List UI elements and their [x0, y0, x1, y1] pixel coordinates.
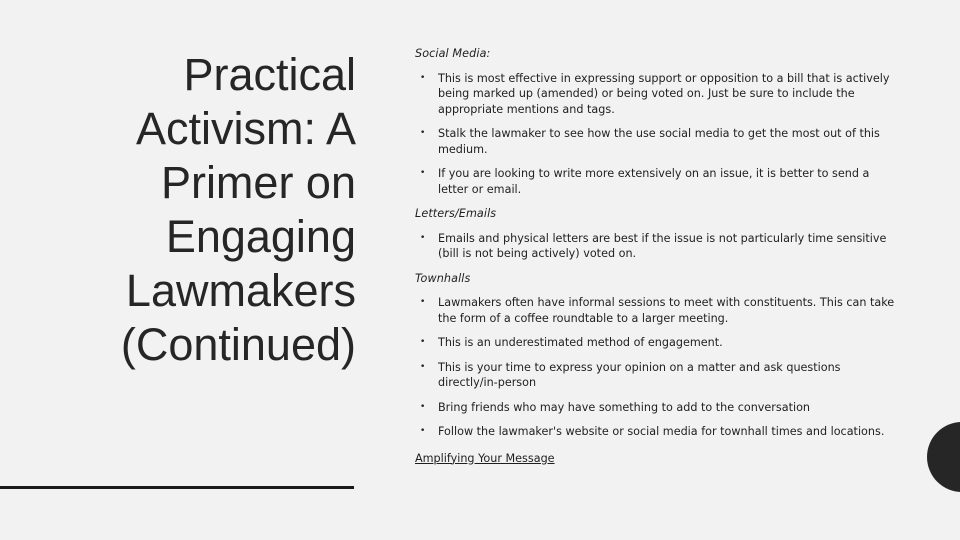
bullet-text: If you are looking to write more extensively on an issue, it is better to send a letter or email.	[438, 167, 870, 196]
bullet-icon: •	[420, 426, 426, 436]
list-item	[415, 400, 903, 416]
bullet-text: This is your time to express your opinion on a matter and ask questions directly/in-person	[438, 360, 841, 389]
title-line: (Continued)	[120, 319, 356, 370]
title-line: Activism: A	[135, 103, 356, 154]
bullet-text: This is an underestimated method of engagement.	[438, 336, 723, 349]
content-body	[415, 46, 903, 466]
list-item	[415, 424, 903, 440]
bullet-text: Follow the lawmaker's website or social media for townhall times and locations.	[438, 425, 885, 438]
letters-list	[415, 231, 903, 262]
bullet-icon: •	[420, 401, 426, 412]
bullet-icon: •	[420, 168, 426, 178]
amplifying-message-link[interactable]: Amplifying Your Message	[415, 451, 555, 465]
list-item	[415, 335, 903, 351]
bullet-icon: •	[420, 232, 426, 243]
title-divider	[0, 486, 354, 489]
bullet-icon: •	[420, 337, 426, 347]
bullet-text: This is most effective in expressing support or opposition to a bill that is actively being marked up (amended) or being voted on. Just be sure to include the appropriate mentions and tags.	[438, 71, 890, 116]
list-item	[415, 360, 903, 391]
title-line: Engaging	[165, 211, 356, 262]
title-line: Practical	[183, 49, 356, 100]
list-item	[415, 126, 903, 157]
bullet-text: Emails and physical letters are best if the issue is not particularly time sensitive (bill is not being actively) voted on.	[438, 231, 887, 260]
bullet-text: Stalk the lawmaker to see how the use social media to get the most out of this medium.	[438, 127, 880, 156]
bullet-text: Bring friends who may have something to add to the conversation	[438, 400, 811, 414]
list-item	[415, 71, 903, 118]
list-item	[415, 295, 903, 326]
title-line: Primer on	[160, 157, 356, 208]
list-item	[415, 166, 903, 197]
bullet-icon: •	[420, 128, 426, 138]
bullet-icon: •	[420, 72, 426, 83]
townhalls-list	[415, 295, 903, 440]
bullet-icon: •	[420, 297, 426, 307]
list-item	[415, 231, 903, 262]
section-heading-social-media: Social Media:	[415, 47, 491, 60]
slide-title	[40, 48, 356, 372]
bullet-icon: •	[420, 361, 426, 372]
section-heading-letters: Letters/Emails	[415, 207, 497, 220]
title-line: Lawmakers	[125, 265, 356, 316]
section-heading-townhalls: Townhalls	[415, 271, 471, 285]
social-media-list	[415, 71, 903, 198]
decorative-circle	[927, 422, 960, 492]
bullet-text: Lawmakers often have informal sessions to meet with constituents. This can take the form of a coffee roundtable to a larger meeting.	[438, 296, 895, 325]
